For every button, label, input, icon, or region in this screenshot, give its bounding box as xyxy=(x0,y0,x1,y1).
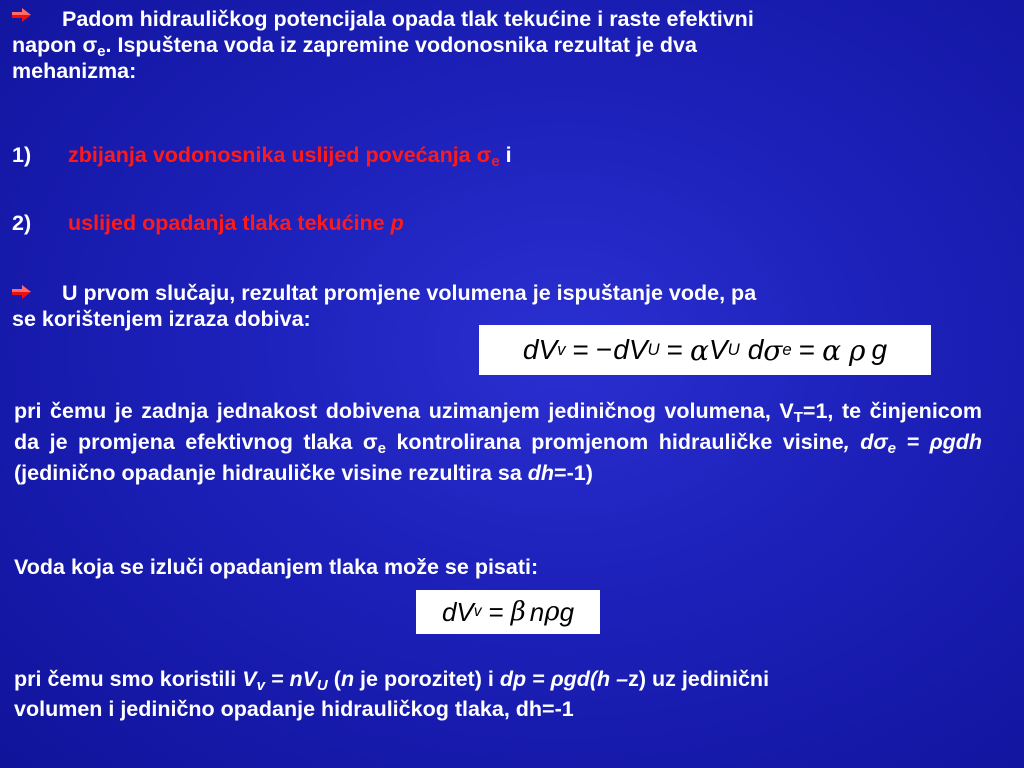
intro-paragraph xyxy=(12,6,1012,84)
intro-line-2a: napon σ xyxy=(12,33,98,57)
intro-line-1: Padom hidrauličkog potencijala opada tlak tekućine i raste efektivni xyxy=(62,7,754,31)
sub-e: e xyxy=(97,43,106,60)
list-item xyxy=(12,142,1012,168)
list-text: zbijanja vodonosnika uslijed povećanja σ xyxy=(68,143,492,167)
list-number: 1) xyxy=(12,143,32,167)
second-line-1: U prvom slučaju, rezultat promjene volumena je ispuštanje vode, pa xyxy=(62,281,757,305)
list-text: uslijed opadanja tlaka tekućine xyxy=(68,211,391,235)
list-tail: i xyxy=(499,143,512,167)
explanation-paragraph: pri čemu je zadnja jednakost dobivena uzimanjem jediničnog volumena, $V_T=1$, te činjenicom da je promjena efektivnog tlaka $\sigma_e$ kontrolirana promjenom hidrauličke visine, $d\sigma_e = \rho gdh$ (jedinično opadanje hidrauličke visine rezultira sa dh=-1) xyxy=(14,399,982,485)
formula-term: dV xyxy=(522,334,558,365)
formula-water-release: dV v = β n ρ g xyxy=(416,590,600,634)
sub-e: e xyxy=(491,153,500,170)
intro-line-2b: . Ispuštena voda iz zapremine vodonosnika rezultat je dva xyxy=(105,33,697,57)
intro-line-3: mehanizma: xyxy=(12,59,137,83)
water-release-text: Voda koja se izluči opadanjem tlaka može se pisati: xyxy=(14,555,539,579)
formula-volume-change: dV v = − dV U = α V U d σ e = α ρ g xyxy=(479,325,931,375)
definitions-paragraph: pri čemu smo koristili $V_v = nV_U$ (n je porozitet) i dp = ρgd(h –z) uz jedinični volumen i jedinično opadanje hidrauličkog tlaka, dh=-1 xyxy=(14,667,770,721)
list-item xyxy=(12,210,1012,236)
list-variable: p xyxy=(390,211,404,235)
list-number: 2) xyxy=(12,211,32,235)
second-line-2: se korištenjem izraza dobiva: xyxy=(12,307,311,331)
